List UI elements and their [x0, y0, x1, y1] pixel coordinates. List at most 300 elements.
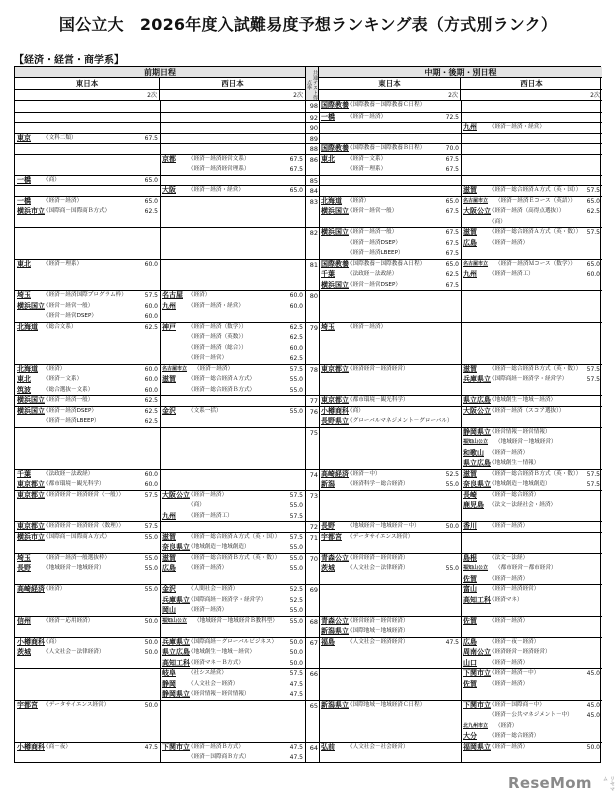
univ-name: 青森公立	[321, 616, 349, 625]
dept-text: （経済－経済）	[489, 575, 529, 582]
univ-entry	[15, 492, 160, 500]
second-score: 57.5	[289, 365, 303, 373]
univ-entry	[160, 156, 305, 164]
dept-text: （国際商－国際商Ｂ方式）	[43, 208, 111, 215]
univ-entry	[160, 691, 305, 699]
univ-entry	[160, 334, 305, 342]
univ-name: 小樽商科	[17, 742, 45, 751]
dept-text: （経済経営－経済経営）	[347, 365, 409, 372]
second-score: 65.0	[144, 176, 158, 184]
rank-row	[15, 700, 602, 742]
dept-text: （都市経営－都市経営）	[495, 565, 557, 572]
univ-name: 東京	[17, 133, 31, 142]
univ-name: 下関市立	[162, 742, 190, 751]
second-score: 55.0	[289, 376, 303, 384]
second-score: 65.0	[289, 187, 303, 195]
univ-name: 滋賀	[463, 364, 477, 373]
late-west-header: 西日本	[461, 78, 602, 90]
dept-text: （国際商経－経済学・経営学）	[188, 596, 267, 603]
rank-row	[15, 196, 602, 228]
univ-name: 福知山公立	[463, 565, 489, 572]
dept-text: （経営－経営DSEP）	[43, 313, 97, 320]
univ-name: 東京都立	[321, 364, 349, 373]
univ-name: 茨城	[17, 648, 31, 657]
dept-text: （国際商経－グローバルビジネス）	[188, 638, 278, 645]
dept-text: （経済－経済・経営）	[188, 187, 244, 194]
univ-name: 高崎経済	[321, 469, 349, 478]
univ-entry	[319, 261, 461, 269]
second-score: 62.5	[445, 271, 459, 279]
score-cell: 84	[309, 187, 318, 196]
univ-entry	[461, 754, 602, 762]
dept-text: （国際商経－経済学・経営学）	[489, 376, 568, 383]
univ-name: 北海道	[17, 364, 38, 373]
univ-entry	[15, 565, 160, 573]
univ-entry	[160, 187, 305, 195]
univ-name: 周南公立	[463, 648, 491, 657]
dept-text: （経済－経済Ｅコース（英語））	[495, 197, 576, 204]
univ-name: 金沢	[162, 585, 176, 594]
early-header: 前期日程	[15, 67, 305, 78]
dept-text: （経済）	[188, 292, 211, 299]
univ-entry	[160, 387, 305, 395]
second-score: 57.5	[289, 512, 303, 520]
univ-entry	[461, 712, 602, 720]
logo-text: ReseMom	[508, 774, 592, 792]
second-score: 50.0	[144, 649, 158, 657]
second-score: 55.0	[445, 565, 459, 573]
univ-name: 高崎経済	[17, 585, 45, 594]
rank-row	[15, 133, 602, 144]
univ-name: 名古屋市立	[463, 197, 489, 204]
dept-text: （商）	[347, 407, 364, 414]
univ-name: 東北	[17, 375, 31, 384]
dept-text: （経済－文系）	[43, 376, 83, 383]
second-score: 67.5	[445, 281, 459, 289]
second-score: 55.0	[144, 586, 158, 594]
univ-entry	[461, 523, 602, 531]
late-east-header: 東日本	[319, 78, 461, 90]
univ-entry	[160, 366, 305, 374]
dept-text: （経営情報－経営情報）	[489, 428, 551, 435]
score-cell: 81	[309, 260, 318, 269]
univ-name: 福知山公立	[162, 617, 188, 624]
second-score: 50.0	[144, 638, 158, 646]
second-score: 62.5	[144, 323, 158, 331]
score-cell: 75	[309, 428, 318, 437]
dept-text: （経済－経済Ｂ方式）	[188, 743, 244, 750]
dept-text: （経済－総合経済Ａ方式）	[188, 376, 256, 383]
second-score: 62.5	[144, 418, 158, 426]
score-cell: 74	[309, 470, 318, 479]
univ-entry	[160, 586, 305, 594]
dept-text: （データサイエンス経営）	[347, 533, 414, 540]
univ-name: 東京都立	[321, 396, 349, 405]
rank-row	[15, 553, 602, 585]
dept-text: （経済－経済）	[489, 239, 529, 246]
dept-text: （地域創造－地域創造）	[188, 544, 250, 551]
dept-text: （経済－公共マネジメント－中）	[489, 712, 573, 719]
univ-name: 筑波	[17, 385, 31, 394]
second-score: 57.5	[144, 292, 158, 300]
dept-text: （経営経済－経営経済）	[347, 554, 409, 561]
univ-entry	[15, 418, 160, 426]
univ-name: 広島	[463, 238, 477, 247]
univ-entry	[160, 681, 305, 689]
univ-entry	[15, 555, 160, 563]
univ-name: 長崎	[463, 490, 477, 499]
dept-text: （経済－総合経済Ａ方式（英・国））	[489, 187, 582, 194]
rank-row	[15, 469, 602, 490]
rank-row	[15, 427, 602, 469]
score-cell: 77	[309, 397, 318, 406]
univ-entry	[160, 534, 305, 542]
score-cell: 98	[309, 102, 318, 110]
second-score: 67.5	[144, 134, 158, 142]
dept-text: （経済－夜－経済）	[489, 638, 540, 645]
univ-name: 福島	[321, 637, 335, 646]
univ-entry	[319, 250, 461, 258]
dept-text: （法政経－法政経）	[43, 470, 94, 477]
univ-name: 北九州市立	[463, 722, 489, 729]
second-score: 67.5	[445, 155, 459, 163]
second-score: 67.5	[289, 155, 303, 163]
dept-text: （経済－経済）	[188, 491, 228, 498]
univ-name: 静岡	[162, 679, 176, 688]
univ-entry	[461, 681, 602, 689]
univ-name: 一橋	[17, 175, 31, 184]
univ-entry	[461, 492, 602, 500]
univ-entry	[15, 586, 160, 594]
rank-row	[15, 616, 602, 637]
univ-entry	[15, 397, 160, 405]
univ-entry	[15, 324, 160, 332]
univ-name: 千葉	[17, 469, 31, 478]
univ-entry	[15, 639, 160, 647]
second-score: 50.0	[289, 649, 303, 657]
second-score: 57.5	[586, 376, 600, 384]
univ-name: 埼玉	[17, 553, 31, 562]
univ-name: 県立広島	[463, 396, 491, 405]
univ-entry	[461, 744, 602, 752]
univ-entry	[319, 555, 461, 563]
second-score: 55.0	[144, 533, 158, 541]
univ-entry	[461, 261, 602, 269]
score-cell: 64	[309, 743, 318, 752]
second-score: 57.5	[289, 491, 303, 499]
univ-entry	[160, 303, 305, 311]
univ-name: 静岡県立	[162, 690, 190, 699]
univ-entry	[461, 397, 602, 405]
second-score: 55.0	[289, 617, 303, 625]
univ-entry	[319, 744, 461, 752]
univ-name: 香川	[463, 522, 477, 531]
univ-name: 奈良県立	[463, 480, 491, 489]
univ-name: 新潟県立	[321, 700, 349, 709]
second-score: 57.5	[586, 229, 600, 237]
univ-entry	[15, 303, 160, 311]
dept-text: （経済－国際商－中）	[489, 701, 545, 708]
dept-text: （経済－経済（英数））	[188, 334, 247, 341]
dept-text: （国際地域－地域経済）	[347, 628, 409, 635]
univ-entry	[15, 744, 160, 752]
univ-entry	[160, 660, 305, 668]
univ-name: 横浜国立	[17, 301, 45, 310]
second-score: 62.5	[289, 334, 303, 342]
dept-text: （総合選抜－文系）	[43, 386, 94, 393]
univ-name: 新潟	[321, 480, 335, 489]
univ-name: 鹿児島	[463, 501, 484, 510]
second-score: 67.5	[445, 250, 459, 258]
univ-name: 九州	[463, 270, 477, 279]
univ-entry	[319, 628, 461, 636]
univ-entry	[319, 271, 461, 279]
univ-entry	[15, 387, 160, 395]
early-west-header: 西日本	[160, 78, 305, 90]
dept-text: （経済－経済（数学））	[188, 323, 247, 330]
dept-text: （地域創生－地域－経済）	[489, 397, 557, 404]
univ-entry	[461, 187, 602, 195]
dept-text: （経済－経済（スコア選抜））	[489, 407, 565, 414]
univ-name: 長野県立	[321, 417, 349, 426]
univ-entry	[319, 639, 461, 647]
univ-entry	[461, 555, 602, 563]
dept-text: （経済－経済一般）	[347, 229, 398, 236]
dept-text: （人文社会－社会経営）	[347, 743, 409, 750]
univ-entry	[160, 555, 305, 563]
resemom-logo	[508, 774, 615, 792]
dept-text: （経済－経済）	[43, 197, 83, 204]
univ-name: 大分	[463, 732, 477, 741]
second-score: 60.0	[144, 260, 158, 268]
univ-entry	[461, 229, 602, 237]
dept-text: （経済経営－経済経営（数理））	[43, 523, 125, 530]
univ-entry	[160, 639, 305, 647]
dept-text: （経済－総合経済）	[489, 733, 540, 740]
univ-name: 青森公立	[321, 553, 349, 562]
univ-name: 大阪公立	[463, 406, 491, 415]
univ-entry	[160, 513, 305, 521]
univ-name: 信州	[17, 616, 31, 625]
second-score: 57.5	[586, 187, 600, 195]
dept-text: （国際教養－国際教養Ｃ日程）	[347, 102, 426, 108]
dept-text: （経済－理系）	[347, 166, 387, 173]
dept-text: （経済－中）	[347, 470, 381, 477]
score-cell: 82	[309, 229, 318, 238]
dept-text: （経済）	[43, 365, 66, 372]
univ-name: 滋賀	[162, 375, 176, 384]
univ-name: 滋賀	[463, 469, 477, 478]
univ-name: 兵庫県立	[162, 637, 190, 646]
univ-entry	[15, 366, 160, 374]
score-cell: 83	[309, 197, 318, 206]
dept-text: （経済科学－総合経済）	[347, 481, 409, 488]
dept-text: （経済－経済）	[194, 365, 234, 372]
second-score: 57.5	[586, 470, 600, 478]
dept-text: （地域経営－地域経営）	[43, 565, 105, 572]
second-score: 52.5	[445, 470, 459, 478]
univ-entry	[15, 481, 160, 489]
univ-entry	[461, 597, 602, 605]
dept-text: （経済－文系）	[347, 155, 387, 162]
dept-text: （地域創生－地域－経営）	[188, 649, 256, 656]
dept-text: （総合文系）	[43, 323, 77, 330]
univ-entry	[461, 208, 602, 216]
second-score: 70.0	[445, 145, 459, 153]
score-cell: 72	[309, 523, 318, 532]
dept-text: （人文社会－経済）	[188, 680, 239, 687]
dept-text: （経済－経済）	[489, 659, 529, 666]
dept-text: （人文社会－経済経営）	[347, 638, 409, 645]
univ-name: 新潟県立	[321, 627, 349, 636]
dept-text: （経済－経済）	[347, 323, 387, 330]
rank-row	[15, 185, 602, 196]
dept-text: （経済－応用経済）	[43, 617, 94, 624]
univ-entry	[461, 471, 602, 479]
dept-text: （商）	[43, 638, 60, 645]
score-cell: 78	[309, 365, 318, 374]
univ-entry	[160, 502, 305, 510]
score-cell: 80	[309, 292, 318, 301]
univ-name: 国際教養	[321, 144, 349, 153]
univ-entry	[319, 208, 461, 216]
second-score: 55.0	[144, 554, 158, 562]
dept-text: （経済－経済）	[188, 565, 228, 572]
rank-row	[15, 259, 602, 291]
dept-text: （経済－総合経済Ｂ方式（英・数））	[188, 554, 281, 561]
second-score: 67.5	[445, 208, 459, 216]
section-heading: 【経済・経営・商学系】	[14, 51, 126, 67]
univ-entry	[160, 408, 305, 416]
univ-entry	[160, 618, 305, 626]
univ-entry	[15, 649, 160, 657]
univ-name: 広島	[463, 637, 477, 646]
rank-row	[15, 364, 602, 396]
early-west-second: 2次	[160, 90, 305, 101]
second-score: 60.0	[586, 271, 600, 279]
second-score: 60.0	[144, 313, 158, 321]
univ-entry	[461, 670, 602, 678]
dept-text: （文系一括）	[188, 407, 222, 414]
rank-row	[15, 154, 602, 175]
late-west-second: 2次	[461, 90, 602, 101]
rank-row	[15, 227, 602, 259]
dept-text: （商－夜）	[43, 743, 71, 750]
univ-name: 下関市立	[463, 700, 491, 709]
rank-row	[15, 637, 602, 669]
second-score: 47.5	[289, 754, 303, 762]
univ-entry	[319, 366, 461, 374]
univ-entry	[319, 534, 461, 542]
univ-entry	[319, 145, 461, 153]
second-score: 65.0	[144, 197, 158, 205]
dept-text: （地域経営－地域経営Ｂ教科型）	[194, 617, 278, 624]
univ-entry	[319, 397, 461, 405]
univ-entry	[160, 754, 305, 762]
dept-text: （経済－経済）	[489, 743, 529, 750]
univ-entry	[160, 565, 305, 573]
univ-entry	[15, 702, 160, 710]
univ-name: 横浜国立	[321, 207, 349, 216]
rank-row	[15, 490, 602, 522]
univ-entry	[461, 240, 602, 248]
univ-entry	[319, 229, 461, 237]
dept-text: （地域創造－地域創造）	[489, 481, 551, 488]
univ-entry	[319, 114, 461, 122]
second-score: 67.5	[445, 239, 459, 247]
dept-text: （法文－法経）	[489, 554, 529, 561]
dept-text: （文科二類）	[43, 134, 77, 141]
univ-name: 横浜国立	[321, 228, 349, 237]
dept-text: （経済－経済）	[188, 607, 228, 614]
univ-entry	[461, 660, 602, 668]
univ-entry	[15, 408, 160, 416]
univ-entry	[15, 534, 160, 542]
rank-row	[15, 521, 602, 532]
dept-text: （法文－法経社会・経済）	[489, 502, 557, 509]
univ-entry	[461, 649, 602, 657]
univ-name: 国際教養	[321, 101, 349, 109]
dept-text: （経済経営－経済経営（一般））	[43, 491, 125, 498]
univ-entry	[160, 544, 305, 552]
dept-text: （経営－経営一般）	[43, 302, 94, 309]
second-score: 65.0	[445, 197, 459, 205]
second-score: 65.0	[586, 197, 600, 205]
second-score: 62.5	[144, 397, 158, 405]
univ-entry	[461, 565, 602, 573]
dept-text: （経済－経済）	[489, 523, 529, 530]
univ-name: 高知工科	[463, 595, 491, 604]
dept-text: （経営－経営）	[188, 355, 228, 362]
univ-entry	[461, 124, 602, 132]
univ-name: 長野	[17, 564, 31, 573]
univ-entry	[461, 618, 602, 626]
dept-text: （人間社会－経済）	[188, 586, 239, 593]
second-score: 57.5	[586, 365, 600, 373]
univ-entry	[15, 135, 160, 143]
second-score: 62.5	[144, 208, 158, 216]
second-score: 65.0	[445, 260, 459, 268]
univ-name: 宇都宮	[17, 700, 38, 709]
dept-text: （商）	[489, 218, 506, 225]
univ-entry	[15, 198, 160, 206]
rank-row	[15, 143, 602, 154]
rank-row	[15, 395, 602, 406]
dept-text: （地域経営－地域経営－中）	[347, 523, 420, 530]
second-score: 52.5	[289, 586, 303, 594]
univ-entry	[319, 418, 461, 426]
second-score: 62.5	[586, 208, 600, 216]
second-score: 45.0	[586, 712, 600, 720]
univ-entry	[461, 733, 602, 741]
univ-name: 県立広島	[162, 648, 190, 657]
univ-entry	[160, 324, 305, 332]
univ-name: 九州	[463, 123, 477, 132]
score-cell: 66	[309, 670, 318, 679]
univ-entry	[15, 376, 160, 384]
score-column-header: 共通テスト得点率	[305, 67, 319, 101]
univ-name: 東京都立	[17, 480, 45, 489]
univ-name: 福岡県立	[463, 742, 491, 751]
univ-name: 滋賀	[463, 228, 477, 237]
univ-entry	[160, 355, 305, 363]
dept-text: （データサイエンス経営）	[43, 701, 110, 708]
dept-text: （商）	[43, 176, 60, 183]
univ-entry	[461, 502, 602, 510]
univ-name: 一橋	[321, 112, 335, 121]
univ-name: 県立広島	[463, 459, 491, 468]
univ-entry	[461, 376, 602, 384]
